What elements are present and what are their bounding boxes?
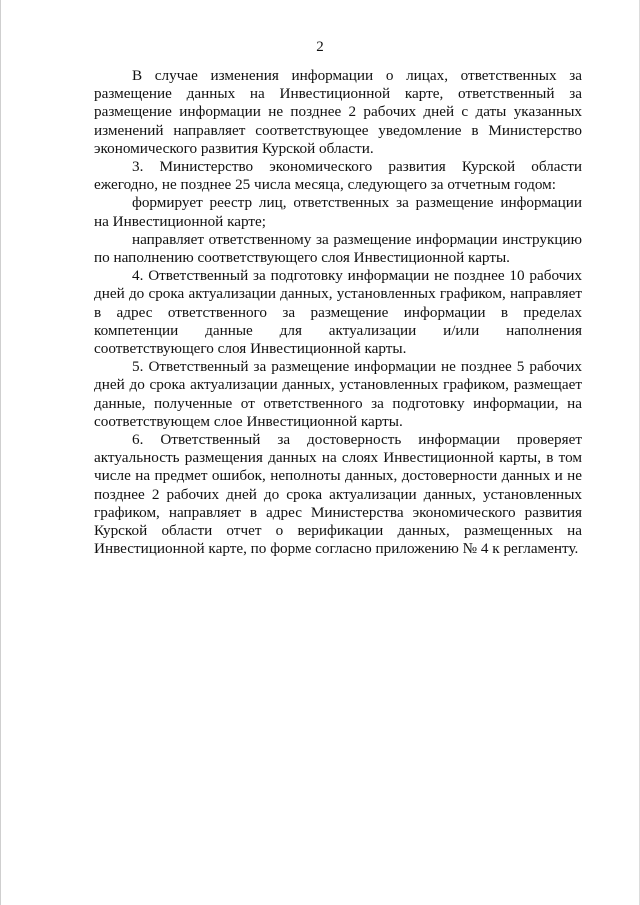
paragraph-change-notification: В случае изменения информации о лицах, ответственных за размещение данных на Инвестиционной карте, ответственный за размещение информации не позднее 2 рабочих дней с даты указанных изменений направляет соответствующее уведомление в Министерство экономического развития Курской области. <box>94 67 582 157</box>
paragraph-4-preparation: 4. Ответственный за подготовку информации не позднее 10 рабочих дней до срока актуализации данных, установленных графиком, направляет в адрес ответственного за размещение информации в пределах компетенции данные для актуализации и/или наполнения соответствующего слоя Инвестиционной карты. <box>94 267 582 358</box>
page-number: 2 <box>316 39 324 55</box>
paragraph-3-instruction: направляет ответственному за размещение информации инструкцию по наполнению соответствующего слоя Инвестиционной карты. <box>94 230 582 267</box>
paragraph-3-ministry-duties: 3. Министерство экономического развития Курской области ежегодно, не позднее 25 числа месяца, следующего за отчетным годом: <box>94 158 582 194</box>
paragraph-6-verification: 6. Ответственный за достоверность информации проверяет актуальность размещения данных на слоях Инвестиционной карты, в том числе на предмет ошибок, неполноты данных, достоверности данных и не позднее 2 рабочих дней до срока актуализации данных, установленных графиком, направляет в адрес Министерства экономического развития Курской области отчет о верификации данных, размещенных на Инвестиционной карте, по форме согласно приложению № 4 к регламенту. <box>94 431 582 558</box>
paragraph-3-registry: формирует реестр лиц, ответственных за размещение информации на Инвестиционной карте; <box>94 194 582 230</box>
scan-edge-left <box>0 0 1 905</box>
paragraph-5-placement: 5. Ответственный за размещение информации не позднее 5 рабочих дней до срока актуализации данных, установленных графиком, размещает данные, полученные от ответственного за подготовку информации, на соответствующем слое Инвестиционной карты. <box>94 358 582 430</box>
document-body <box>94 67 582 558</box>
